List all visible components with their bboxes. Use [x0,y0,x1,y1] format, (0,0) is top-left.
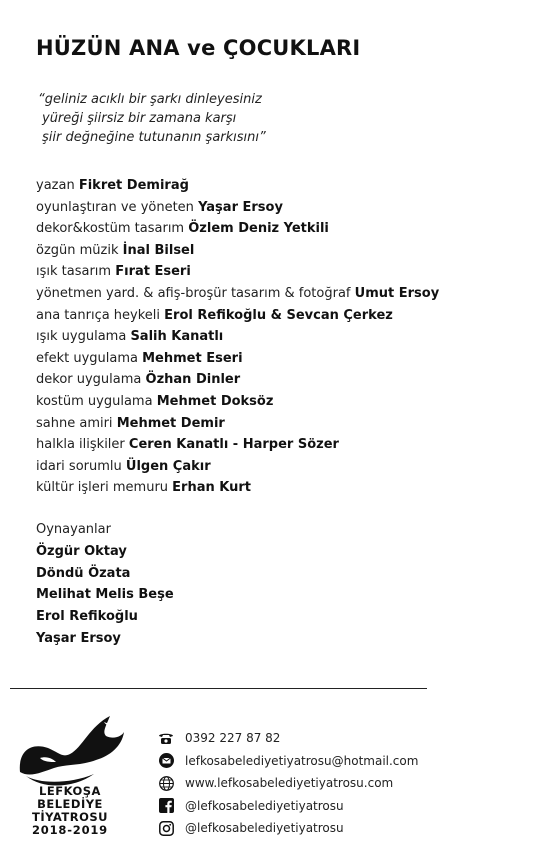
credit-name: Fırat Eseri [115,264,191,280]
credit-role: yönetmen yard. & afiş-broşür tasarım & fotoğraf [36,285,351,301]
credit-row [36,197,439,219]
credit-row [36,477,439,499]
divider [10,688,427,689]
credit-name: İnal Bilsel [122,242,195,258]
season-years: 2018-2019 [32,823,108,837]
credit-role: kostüm uygulama [36,393,153,409]
poem-quote [38,90,266,147]
contact-text: 0392 227 87 82 [185,731,281,746]
credit-name: Erol Refikoğlu & Sevcan Çerkez [164,307,393,323]
contact-info [158,727,418,840]
cast-member: Özgür Oktay [36,543,127,559]
theatre-logo [10,712,130,837]
contact-text[interactable]: www.lefkosabelediyetiyatrosu.com [185,776,394,791]
bird-emblem-icon [10,712,130,792]
contact-instagram[interactable] [158,817,418,840]
credit-name: Mehmet Eseri [142,350,243,366]
credit-role: idari sorumlu [36,458,122,474]
poem-line: şiir değneğine tutunanın şarkısını” [42,130,266,145]
poem-line: “geliniz acıklı bir şarkı dinleyesiniz [38,92,262,107]
contact-text[interactable]: @lefkosabelediyetiyatrosu [185,798,344,813]
credit-name: Erhan Kurt [172,480,251,496]
cast-list [36,519,174,650]
cast-heading: Oynayanlar [36,522,111,537]
cast-member: Döndü Özata [36,565,131,581]
credit-role: kültür işleri memuru [36,480,169,496]
credit-name: Mehmet Demir [116,415,225,431]
credit-name: Yaşar Ersoy [198,199,283,215]
credit-name: Ülgen Çakır [125,458,211,474]
credit-role: halkla ilişkiler [36,437,125,453]
credit-name: Fikret Demirağ [78,178,189,193]
credit-role: yazan [36,178,75,193]
credit-row [36,391,439,413]
credit-role: ışık uygulama [36,329,127,345]
phone-icon [158,730,174,746]
credit-name: Umut Ersoy [354,285,440,301]
credit-name: Özlem Deniz Yetkili [188,221,329,237]
credit-role: ana tanrıça heykeli [36,307,161,323]
cast-member: Melihat Melis Beşe [36,587,174,603]
credit-row [36,218,439,240]
credit-role: sahne amiri [36,415,113,431]
facebook-icon [158,798,174,814]
credit-role: özgün müzik [36,242,119,258]
contact-email[interactable] [158,750,418,773]
credit-row [36,456,439,478]
credit-role: efekt uygulama [36,350,138,366]
credit-name: Mehmet Doksöz [156,393,274,409]
globe-icon [158,775,174,791]
contact-facebook[interactable] [158,795,418,818]
cast-member: Erol Refikoğlu [36,609,138,625]
poem-line: yüreği şiirsiz bir zamana karşı [42,111,237,126]
email-icon [158,753,174,769]
credit-row [36,348,439,370]
page-title: HÜZÜN ANA ve ÇOCUKLARI [36,36,361,60]
credit-row [36,261,439,283]
credit-role: dekor&kostüm tasarım [36,221,185,237]
contact-phone [158,727,418,750]
credit-name: Ceren Kanatlı - Harper Sözer [128,437,339,453]
credit-name: Salih Kanatlı [130,329,224,345]
credit-row [36,326,439,348]
credit-row [36,369,439,391]
contact-text[interactable]: lefkosabelediyetiyatrosu@hotmail.com [185,753,419,768]
cast-member: Yaşar Ersoy [36,630,121,646]
credit-role: oyunlaştıran ve yöneten [36,199,194,215]
credit-role: dekor uygulama [36,372,142,388]
contact-website[interactable] [158,772,418,795]
credit-row [36,175,439,197]
credit-name: Özhan Dinler [145,372,241,388]
credit-row [36,283,439,305]
credit-role: ışık tasarım [36,264,112,280]
credit-row [36,434,439,456]
credit-row [36,305,439,327]
credit-row [36,240,439,262]
credits-list [36,175,439,499]
credit-row [36,413,439,435]
logo-wordmark: LEFKOŞA BELEDİYE TİYATROSU [32,784,108,824]
instagram-icon [158,820,174,836]
contact-text[interactable]: @lefkosabelediyetiyatrosu [185,821,344,836]
